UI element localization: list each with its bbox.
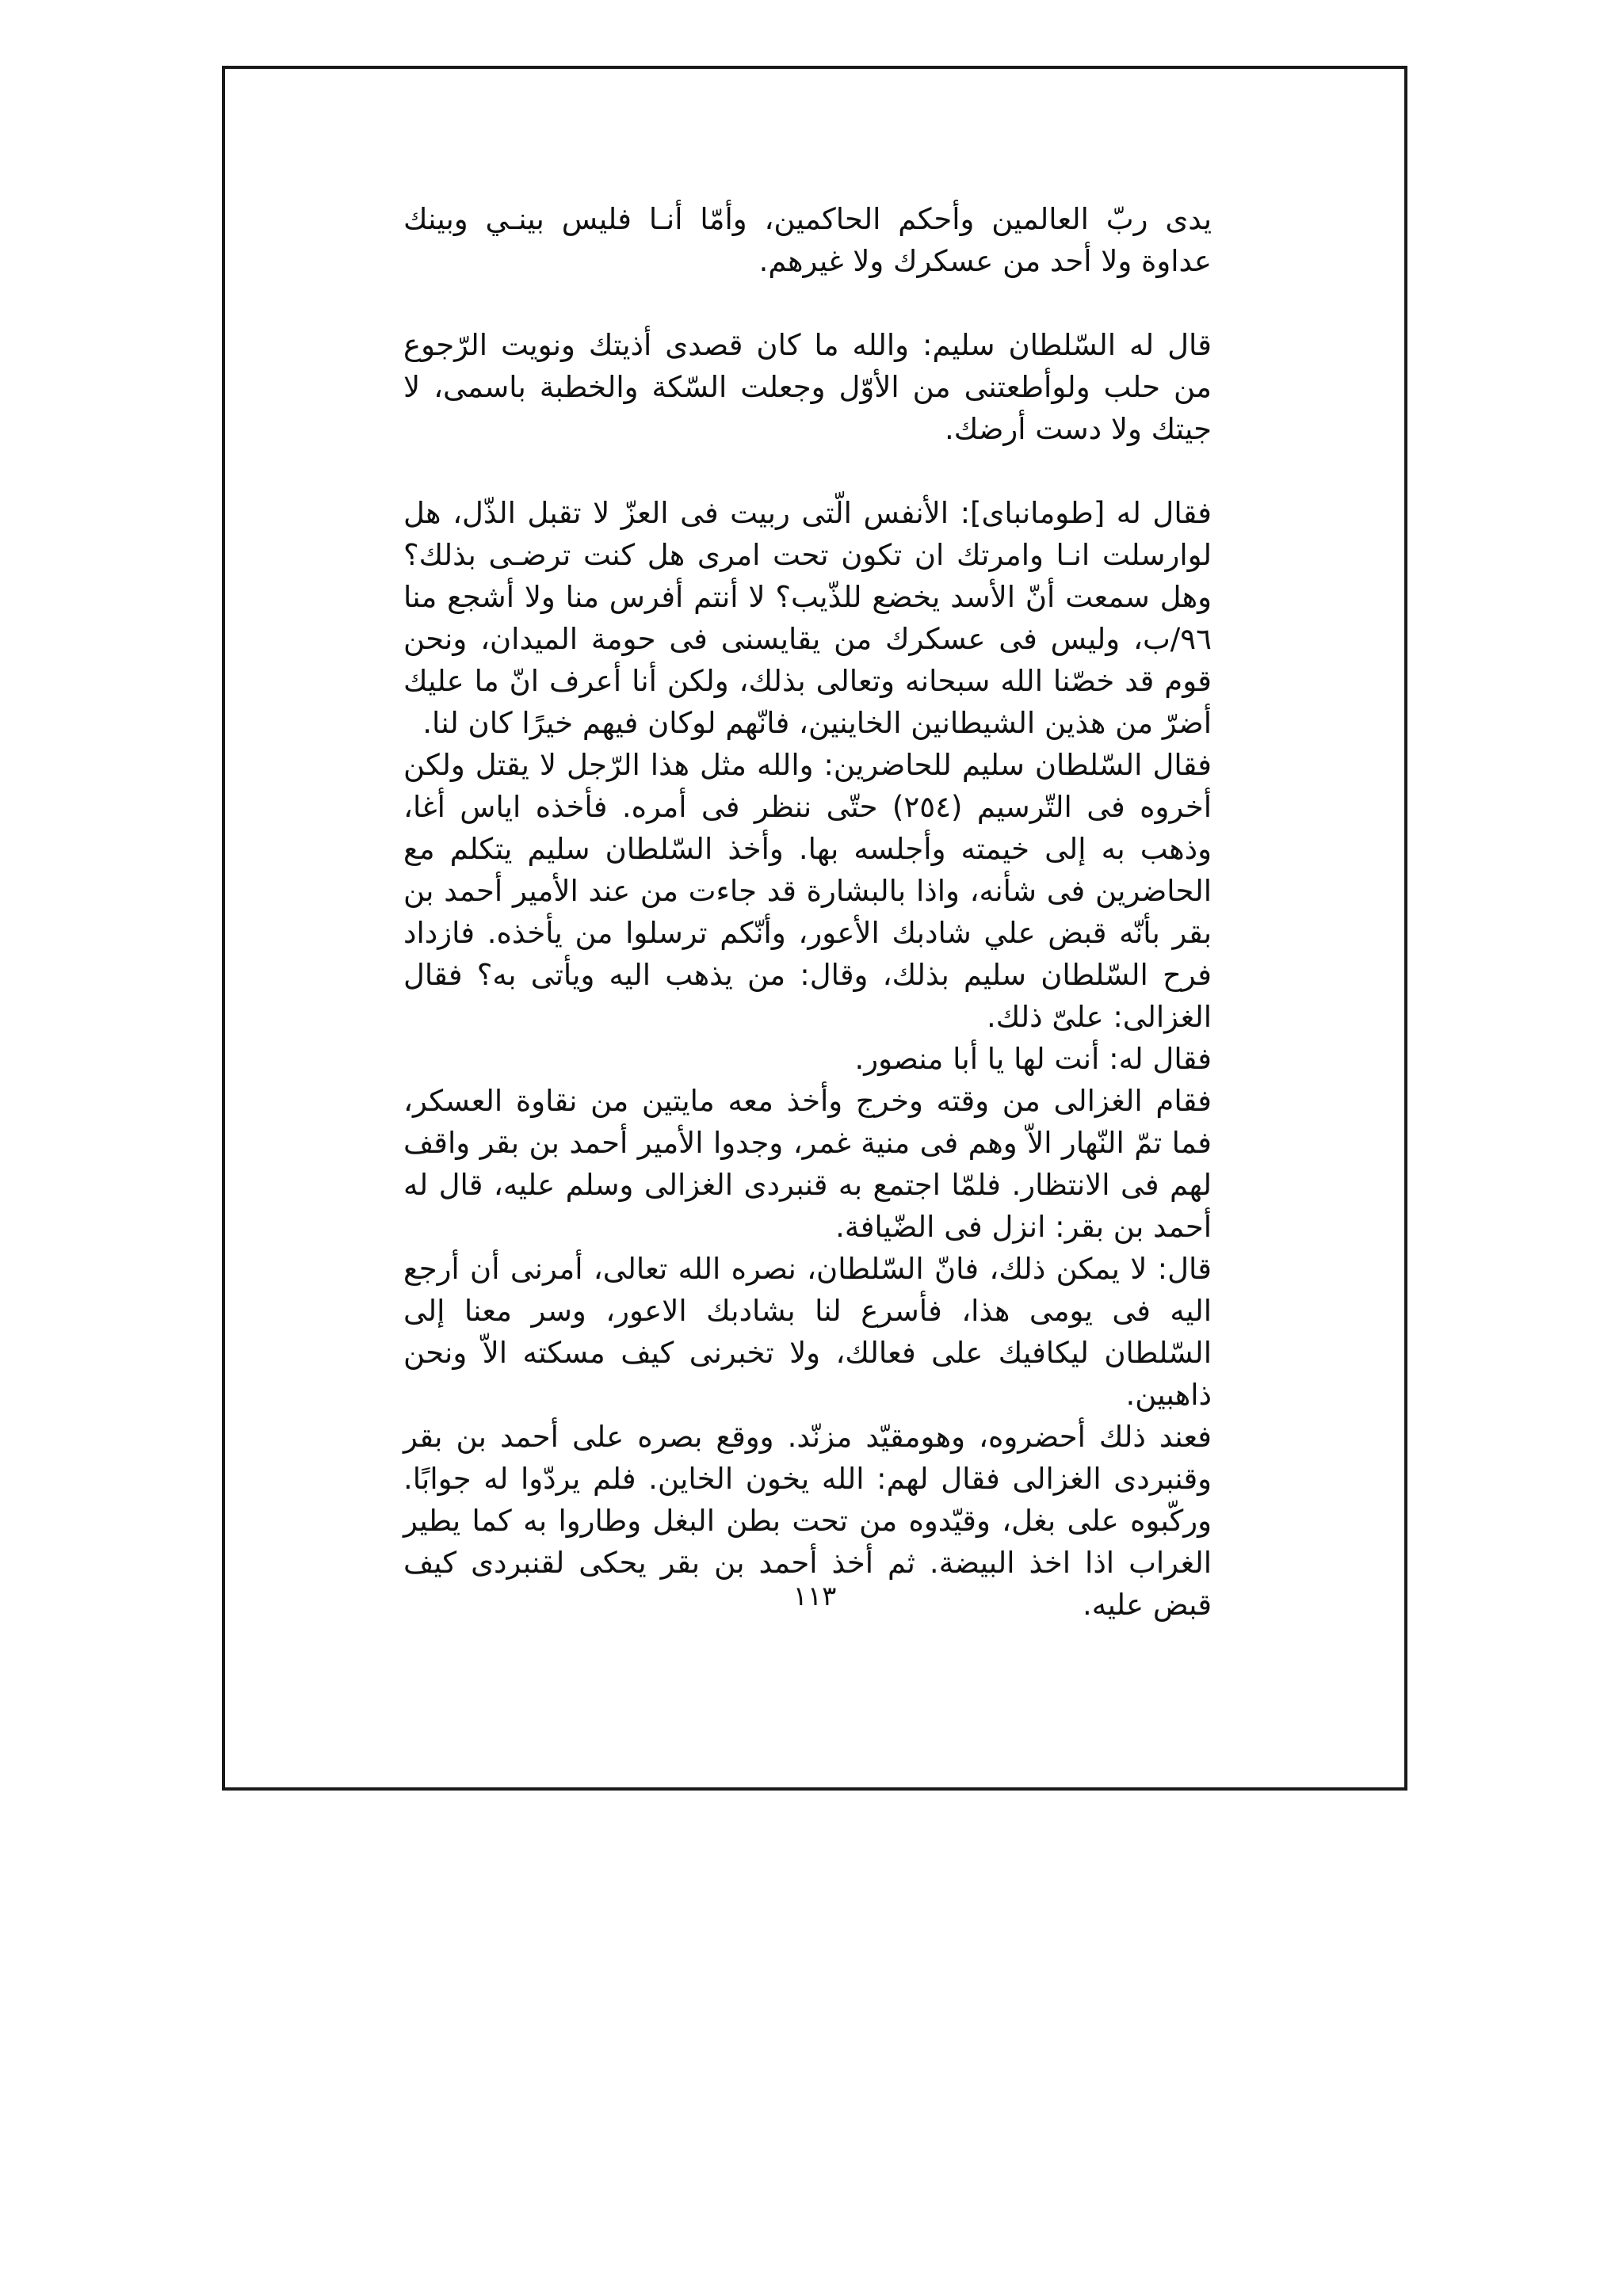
- paragraph: قال: لا يمكن ذلك، فانّ السّلطان، نصره الله تعالى، أمرنى أن أرجع اليه فى يومى هذا، فأسرع لنا بشادبك الاعور، وسر معنا إلى السّلطان ليكافيك على فعالك، ولا تخبرنى كيف مسكته الاّ ونحن ذاهبين.: [403, 1252, 1212, 1412]
- paragraph: فقال له: أنت لها يا أبا منصور.: [854, 1042, 1212, 1076]
- paragraph: قال له السّلطان سليم: والله ما كان قصدى أذيتك ونويت الرّجوع من حلب ولوأطعتنى من الأوّل وجعلت السّكة والخطبة باسمى، لا جيتك ولا دست أرضك.: [403, 328, 1212, 446]
- paragraph: يدى ربّ العالمين وأحكم الحاكمين، وأمّا أنـا فليس بينـي وبينك عداوة ولا أحد من عسكرك ولا غيرهم.: [403, 202, 1212, 278]
- paragraph: فقال السّلطان سليم للحاضرين: والله مثل هذا الرّجل لا يقتل ولكن أخروه فى التّرسيم (٢٥٤) حتّى ننظر فى أمره. فأخذه اياس أغا، وذهب به إلى خيمته وأجلسه بها. وأخذ السّلطان سليم يتكلم مع الحاضرين فى شأنه، واذا بالبشارة قد جاءت من عند الأمير أحمد بن بقر بأنّه قبض علي شادبك الأعور، وأنّكم ترسلوا من يأخذه. فازداد فرح السّلطان سليم بذلك، وقال: من يذهب اليه ويأتى به؟ فقال الغزالى: علىّ ذلك.: [403, 748, 1212, 1034]
- text-block: [403, 198, 1212, 1626]
- page-number: ١١٣: [792, 1581, 837, 1612]
- paragraph: فقال له [طومانباى]: الأنفس الّتى ربيت فى العزّ لا تقبل الذّل، هل لوارسلت انـا وامرتك ان تكون تحت امرى هل كنت ترضـى بذلك؟ وهل سمعت أنّ الأسد يخضع للذّيب؟ لا أنتم أفرس منا ولا أشجع منا ٩٦/ب، وليس فى عسكرك من يقايسنى فى حومة الميدان، ونحن قوم قد خصّنا الله سبحانه وتعالى بذلك، ولكن أنا أعرف انّ ما عليك أضرّ من هذين الشيطانين الخاينين، فانّهم لوكان فيهم خيرًا كان لنا.: [403, 496, 1212, 740]
- paragraph: فعند ذلك أحضروه، وهومقيّد مزنّد. ووقع بصره على أحمد بن بقر وقنبردى الغزالى فقال لهم: الله يخون الخاين. فلم يردّوا له جوابًا. وركّبوه على بغل، وقيّدوه من تحت بطن البغل وطاروا به كما يطير الغراب اذا اخذ البيضة. ثم أخذ أحمد بن بقر يحكى لقنبردى كيف قبض عليه.: [403, 1420, 1212, 1622]
- paragraph: فقام الغزالى من وقته وخرج وأخذ معه مايتين من نقاوة العسكر، فما تمّ النّهار الاّ وهم فى منية غمر، وجدوا الأمير أحمد بن بقر واقف لهم فى الانتظار. فلمّا اجتمع به قنبردى الغزالى وسلم عليه، قال له أحمد بن بقر: انزل فى الضّيافة.: [403, 1084, 1212, 1244]
- page-frame: [222, 66, 1407, 1791]
